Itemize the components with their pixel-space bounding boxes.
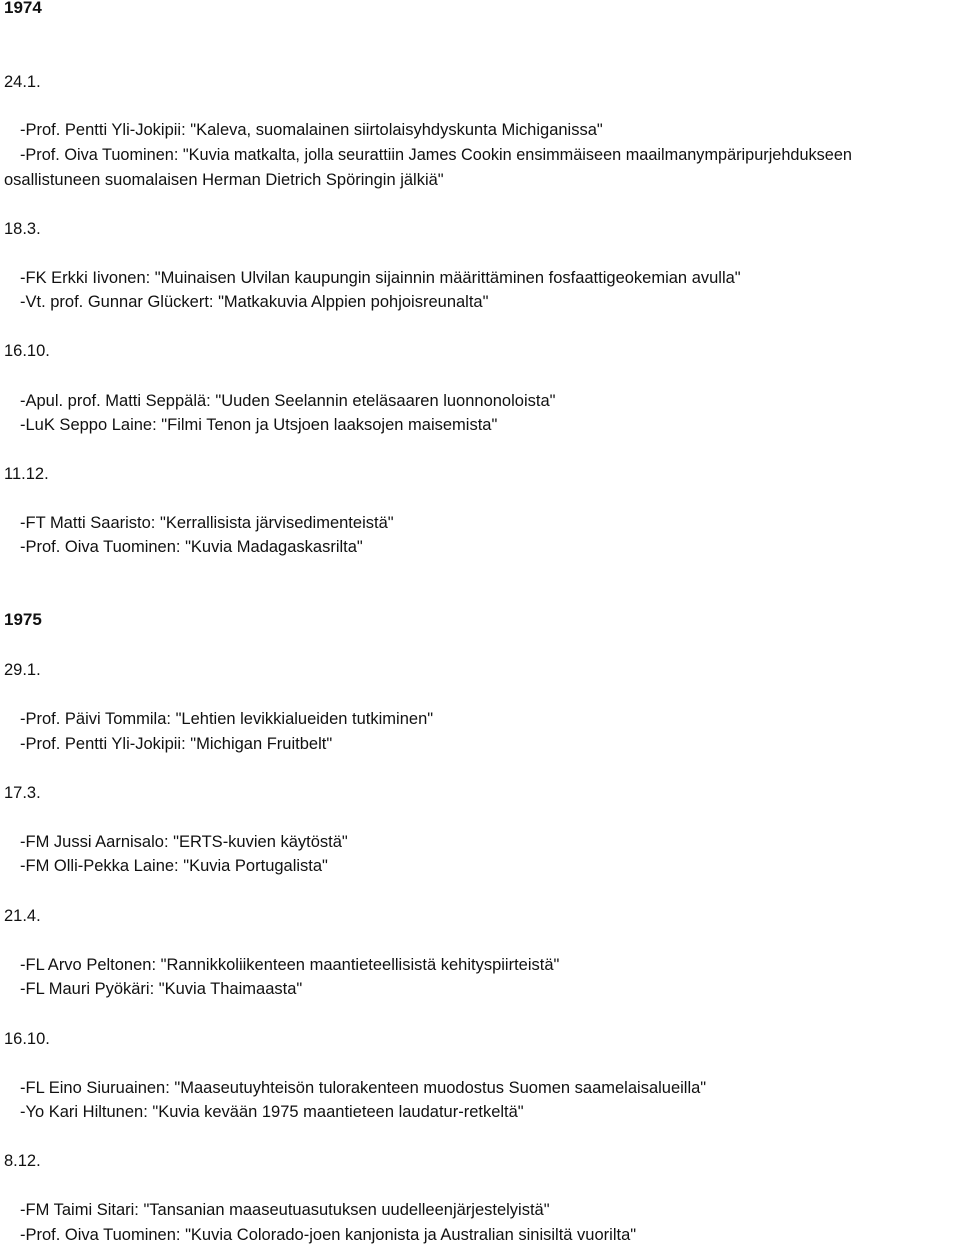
talk-entry: -FM Olli-Pekka Laine: "Kuvia Portugalista" — [20, 857, 328, 875]
meeting-date: 21.4. — [4, 907, 41, 925]
talk-entry: -FM Taimi Sitari: "Tansanian maaseutuasutuksen uudelleenjärjestelyistä" — [20, 1201, 550, 1219]
talk-entry: -Vt. prof. Gunnar Glückert: "Matkakuvia Alppien pohjoisreunalta" — [20, 293, 489, 311]
talk-entry: -FK Erkki Iivonen: "Muinaisen Ulvilan kaupungin sijainnin määrittäminen fosfaattigeokemian avulla" — [20, 269, 741, 287]
talk-entry: -Prof. Oiva Tuominen: "Kuvia Colorado-joen kanjonista ja Australian sinisiltä vuorilta" — [20, 1226, 637, 1244]
talk-entry-continuation: osallistuneen suomalaisen Herman Dietrich Spöringin jälkiä" — [4, 171, 444, 189]
talk-entry: -FL Arvo Peltonen: "Rannikkoliikenteen maantieteellisistä kehityspiirteistä" — [20, 956, 560, 974]
talk-entry: -Prof. Pentti Yli-Jokipii: "Michigan Fruitbelt" — [20, 735, 333, 753]
year-heading: 1975 — [4, 610, 42, 629]
talk-entry: -Prof. Oiva Tuominen: "Kuvia Madagaskasrilta" — [20, 538, 363, 556]
talk-entry: -Prof. Päivi Tommila: "Lehtien levikkialueiden tutkiminen" — [20, 710, 434, 728]
talk-entry: -FL Eino Siuruainen: "Maaseutuyhteisön tulorakenteen muodostus Suomen saamelaisalueilla" — [20, 1079, 707, 1097]
meeting-date: 8.12. — [4, 1152, 41, 1170]
meeting-date: 24.1. — [4, 73, 41, 91]
talk-entry: -Prof. Pentti Yli-Jokipii: "Kaleva, suomalainen siirtolaisyhdyskunta Michiganissa" — [20, 121, 603, 139]
talk-entry: -Apul. prof. Matti Seppälä: "Uuden Seelannin eteläsaaren luonnonoloista" — [20, 392, 556, 410]
talk-entry: -Prof. Oiva Tuominen: "Kuvia matkalta, jolla seurattiin James Cookin ensimmäiseen maailmanympäripurjehdukseen — [20, 146, 852, 164]
talk-entry: -FM Jussi Aarnisalo: "ERTS-kuvien käytöstä" — [20, 833, 348, 851]
meeting-date: 18.3. — [4, 220, 41, 238]
meeting-date: 17.3. — [4, 784, 41, 802]
meeting-date: 16.10. — [4, 1030, 50, 1048]
talk-entry: -FT Matti Saaristo: "Kerrallisista järvisedimenteistä" — [20, 514, 394, 532]
talk-entry: -FL Mauri Pyökäri: "Kuvia Thaimaasta" — [20, 980, 303, 998]
meeting-date: 29.1. — [4, 661, 41, 679]
meeting-date: 11.12. — [4, 465, 49, 483]
year-heading: 1974 — [4, 0, 42, 17]
talk-entry: -LuK Seppo Laine: "Filmi Tenon ja Utsjoen laaksojen maisemista" — [20, 416, 498, 434]
talk-entry: -Yo Kari Hiltunen: "Kuvia kevään 1975 maantieteen laudatur-retkeltä" — [20, 1103, 524, 1121]
meeting-date: 16.10. — [4, 342, 50, 360]
